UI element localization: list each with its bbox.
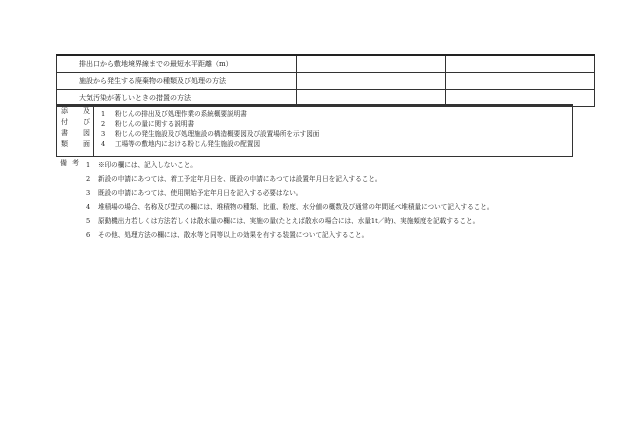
note-number: 1 [86, 161, 91, 169]
note-number: 4 [86, 203, 91, 211]
form-value-cell[interactable] [297, 55, 446, 73]
note-text: 新設の申請にあつては、着工予定年月日を、既設の申請にあつては設置年月日を記入すること。 [98, 175, 382, 183]
note-text: ※印の欄には、記入しないこと。 [98, 161, 197, 169]
attachments-heading-row [57, 117, 93, 128]
note-text: 原動機出力若しくは方法若しくは散水量の欄には、実施の量(たとえば散水の場合には、水量1t／時)、実施頻度を記載すること。 [98, 217, 480, 225]
note-item [86, 158, 578, 172]
notes-list [86, 158, 578, 242]
form-row-label: 大気汚染が著しいときの措置の方法 [57, 90, 297, 107]
notes-title: 備考 [60, 159, 84, 167]
note-text: 既設の申請にあつては、使用開始予定年月日を記入する必要はない。 [98, 189, 303, 197]
attachment-item [101, 119, 319, 129]
form-value-cell[interactable] [297, 73, 446, 90]
heading-char: 類 [61, 140, 68, 148]
note-item [86, 172, 578, 186]
attachment-item [101, 109, 319, 119]
item-number: 2 [101, 120, 106, 128]
note-item [86, 186, 578, 200]
item-number: 1 [101, 110, 106, 118]
form-row-label: 施設から発生する廃棄物の種類及び処理の方法 [57, 73, 297, 90]
attachments-heading-row [57, 139, 93, 150]
note-text: その他、処理方法の欄には、散水等と同等以上の効果を有する装置について記入すること。 [98, 231, 369, 239]
form-row-distance [57, 55, 595, 73]
heading-char: び [83, 118, 90, 126]
item-text: 粉じんの量に関する説明書 [115, 120, 195, 128]
form-value-cell[interactable] [446, 73, 595, 90]
note-number: 5 [86, 217, 91, 225]
note-item [86, 200, 578, 214]
attachments-list [101, 109, 319, 149]
form-row-label: 排出口から敷地境界線までの最短水平距離（m） [57, 55, 297, 73]
form-value-cell[interactable] [446, 55, 595, 73]
item-number: 3 [101, 130, 106, 138]
item-text: 粉じんの排出及び処理作業の系統概要説明書 [115, 110, 247, 118]
note-text: 堆積場の場合、名称及び型式の欄には、堆積物の種類、比重、粉度、水分値の概数及び通常の年間延べ堆積量について記入すること。 [98, 203, 494, 211]
heading-char: 添 [61, 107, 68, 115]
heading-char: 図 [83, 129, 90, 137]
attachments-heading-row [57, 106, 93, 117]
note-item [86, 214, 578, 228]
heading-char: 書 [61, 129, 68, 137]
facility-form-table [56, 54, 595, 107]
note-item [86, 228, 578, 242]
attachments-section [56, 104, 573, 157]
attachment-item [101, 129, 319, 139]
attachment-item [101, 139, 319, 149]
item-text: 粉じんの発生施設及び処理施設の構造概要図及び設置場所を示す図面 [115, 130, 320, 138]
attachments-heading [57, 106, 94, 156]
note-number: 3 [86, 189, 91, 197]
form-row-waste [57, 73, 595, 90]
note-number: 2 [86, 175, 91, 183]
attachments-heading-row [57, 128, 93, 139]
heading-char: 面 [83, 140, 90, 148]
item-text: 工場等の敷地内における粉じん発生施設の配置図 [115, 140, 261, 148]
note-number: 6 [86, 231, 91, 239]
item-number: 4 [101, 140, 106, 148]
heading-char: 及 [83, 107, 90, 115]
heading-char: 付 [61, 118, 68, 126]
